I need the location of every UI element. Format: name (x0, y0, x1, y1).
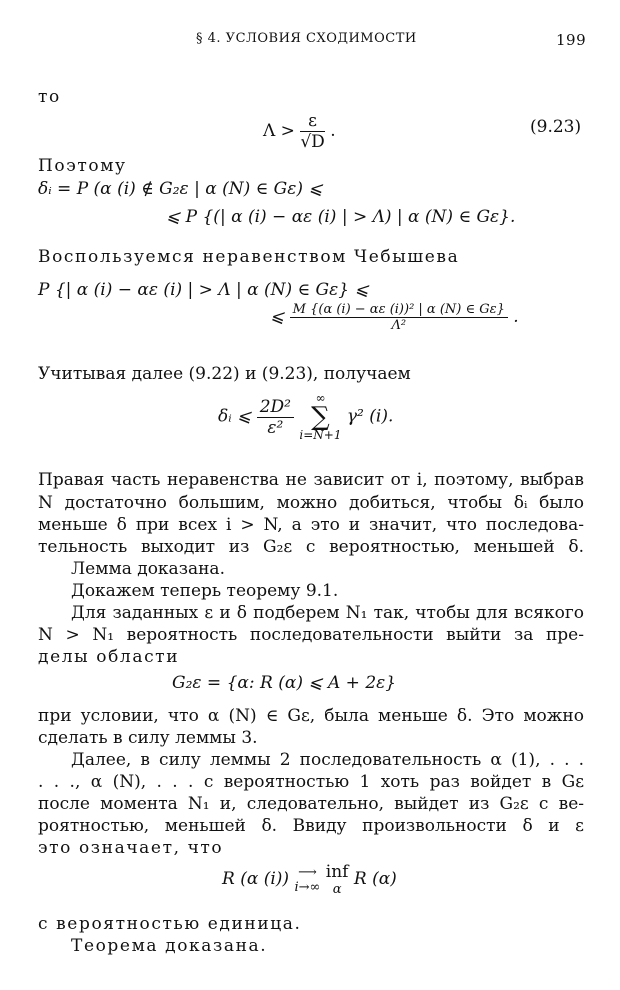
equation-rhs: γ² (i). (346, 406, 394, 427)
formula-line: ⩽ P {(| α (i) − αε (i) | > Λ) | α (N) ∈ Gε}. (166, 207, 516, 227)
paragraph-line: меньше δ при всех i > N, а это и значит, что последова- (38, 515, 584, 535)
inf-label: inf (325, 862, 349, 882)
paragraph-line: Докажем теперь теорему 9.1. (71, 581, 339, 601)
limit-arrow (294, 865, 320, 895)
fraction-denominator: √D (300, 132, 325, 152)
paragraph-line: тельность выходит из G₂ε с вероятностью, меньшей δ. (38, 537, 584, 557)
paragraph-line: после момента N₁ и, следовательно, выйдет из G₂ε с ве- (38, 794, 584, 814)
equation-tail: . (330, 121, 336, 141)
text-line: Учитывая далее (9.22) и (9.23), получаем (38, 364, 411, 384)
chebyshev-bound (270, 302, 519, 333)
paragraph-line: это означает, что (38, 838, 224, 858)
equation-tail: . (513, 307, 519, 327)
paragraph-line: при условии, что α (N) ∈ Gε, была меньше δ. Это можно (38, 706, 584, 726)
sum-lower-limit: i=N+1 (299, 428, 342, 442)
arrow-subscript: i→∞ (294, 879, 321, 895)
infimum-operator (326, 862, 349, 897)
fraction-numerator: 2D² (257, 397, 294, 418)
fraction (257, 397, 294, 438)
equation-lhs: δᵢ ⩽ (218, 406, 252, 427)
equation-9-23 (263, 111, 336, 152)
equation-number: (9.23) (530, 117, 582, 137)
formula-line: δᵢ = P (α (i) ∉ G₂ε | α (N) ∈ Gε) ⩽ (38, 179, 323, 199)
paragraph-line: Далее, в силу леммы 2 последовательность α (1), . . . (71, 750, 584, 770)
arrow-symbol: ⟶ (298, 864, 317, 880)
region-definition: G₂ε = {α: R (α) ⩽ A + 2ε} (172, 673, 397, 693)
paragraph-line: Теорема доказана. (71, 936, 268, 956)
paragraph-line: с вероятностью единица. (38, 914, 302, 934)
page-number: 199 (556, 31, 587, 49)
text-line: Поэтому (38, 156, 127, 176)
sum-upper-limit: ∞ (315, 391, 326, 405)
paragraph-line: делы области (38, 647, 180, 667)
relation-sign: ⩽ (270, 307, 285, 327)
paragraph-line: роятностью, меньшей δ. Ввиду произвольности δ и ε (38, 816, 584, 836)
fraction-denominator: Λ² (391, 318, 407, 333)
fraction (300, 111, 324, 152)
fraction (290, 302, 508, 333)
inf-subscript: α (332, 882, 342, 897)
equation-lhs: R (α (i)) (222, 869, 290, 889)
section-title: § 4. УСЛОВИЯ СХОДИМОСТИ (196, 31, 417, 46)
delta-bound-equation (218, 392, 393, 442)
fraction-numerator: M {(α (i) − αε (i))² | α (N) ∈ Gε} (290, 302, 508, 318)
equation-rhs: R (α) (353, 869, 397, 889)
paragraph-line: Правая часть неравенства не зависит от i, поэтому, выбрав (38, 470, 584, 490)
fraction-numerator: ε (300, 111, 324, 132)
paragraph-line: Лемма доказана. (71, 559, 225, 579)
paragraph-line: Для заданных ε и δ подберем N₁ так, чтобы для всякого (71, 603, 584, 623)
equation-lhs: Λ > (263, 121, 295, 141)
limit-equation (222, 862, 397, 897)
text-line: Воспользуемся неравенством Чебышева (38, 247, 460, 267)
paragraph-line: . . ., α (N), . . . с вероятностью 1 хоть раз войдет в Gε (38, 772, 584, 792)
paragraph-line: N достаточно большим, можно добиться, чтобы δᵢ было (38, 493, 584, 513)
summation (299, 392, 341, 442)
paragraph-line: N > N₁ вероятность последовательности выйти за пре- (38, 625, 584, 645)
sum-symbol: ∑ (311, 402, 330, 432)
formula-line: P {| α (i) − αε (i) | > Λ | α (N) ∈ Gε} ⩽ (38, 280, 369, 300)
text-line: то (38, 87, 61, 107)
paragraph-line: сделать в силу леммы 3. (38, 728, 258, 748)
fraction-denominator: ε² (267, 417, 284, 438)
